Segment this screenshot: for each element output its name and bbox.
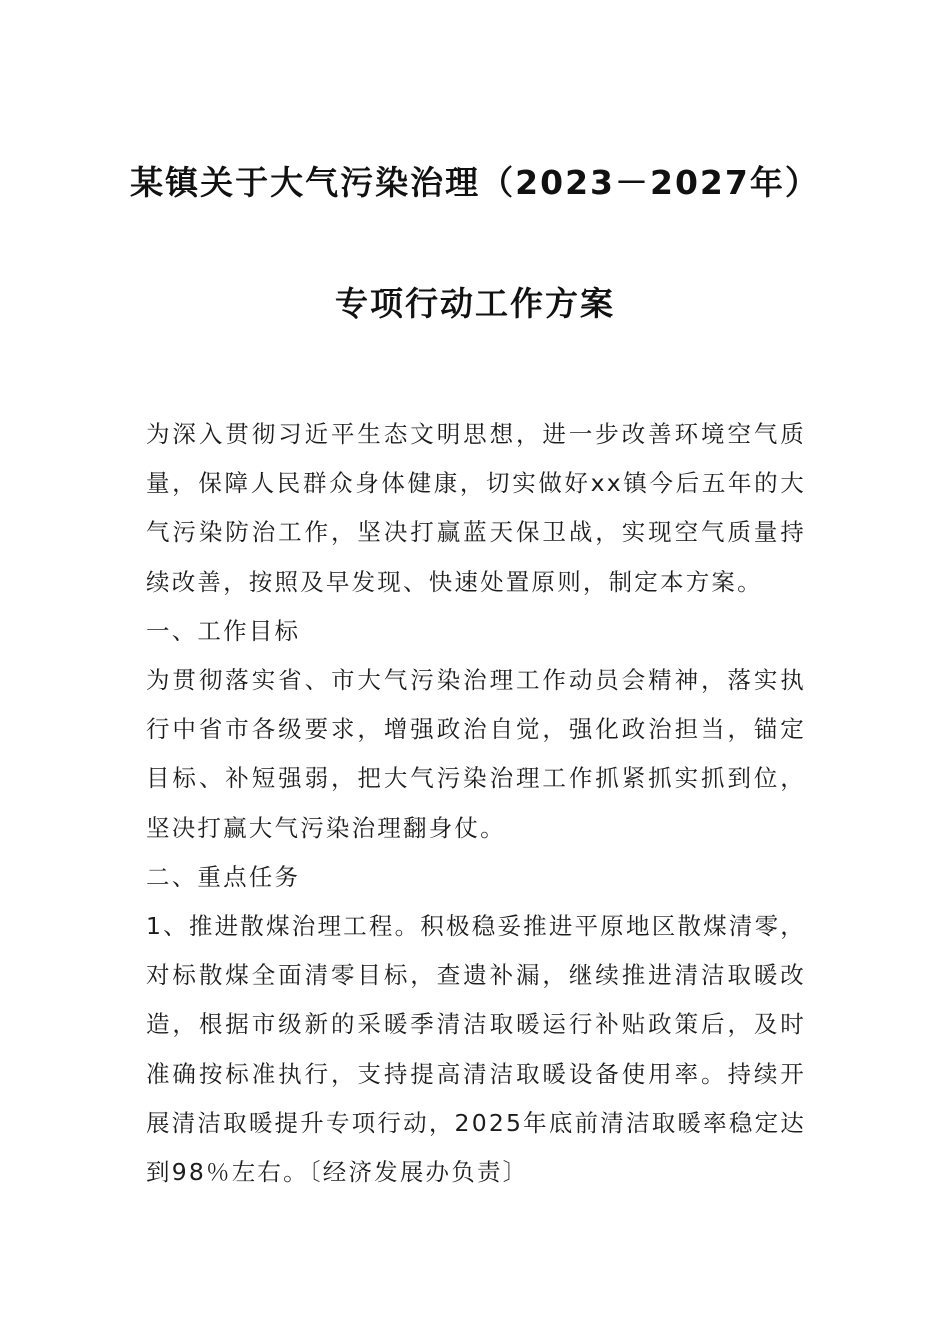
goals-paragraph: 为贯彻落实省、市大气污染治理工作动员会精神，落实执行中省市各级要求，增强政治自觉，强化政治担当，锚定目标、补短强弱，把大气污染治理工作抓紧抓实抓到位，坚决打赢大气污染治理翻身仗。 (146, 666, 806, 842)
section-heading-tasks: 二、重点任务 (146, 862, 301, 891)
section-heading-goals: 一、工作目标 (146, 616, 301, 645)
task-item-1-paragraph: 1、推进散煤治理工程。积极稳妥推进平原地区散煤清零，对标散煤全面清零目标，查遗补漏，继续推进清洁取暖改造，根据市级新的采暖季清洁取暖运行补贴政策后，及时准确按标准执行，支持提高清洁取暖设备使用率。持续开展清洁取暖提升专项行动，2025年底前清洁取暖率稳定达到98％左右。〔经济发展办负责〕 (146, 912, 806, 1187)
document-title-line-2: 专项行动工作方案 (335, 284, 615, 323)
document-title-line-1: 某镇关于大气污染治理（2023－2027年） (130, 163, 820, 202)
intro-paragraph: 为深入贯彻习近平生态文明思想，进一步改善环境空气质量，保障人民群众身体健康，切实做好xx镇今后五年的大气污染防治工作，坚决打赢蓝天保卫战，实现空气质量持续改善，按照及早发现、快速处置原则，制定本方案。 (146, 420, 806, 596)
document-body (146, 410, 806, 1197)
